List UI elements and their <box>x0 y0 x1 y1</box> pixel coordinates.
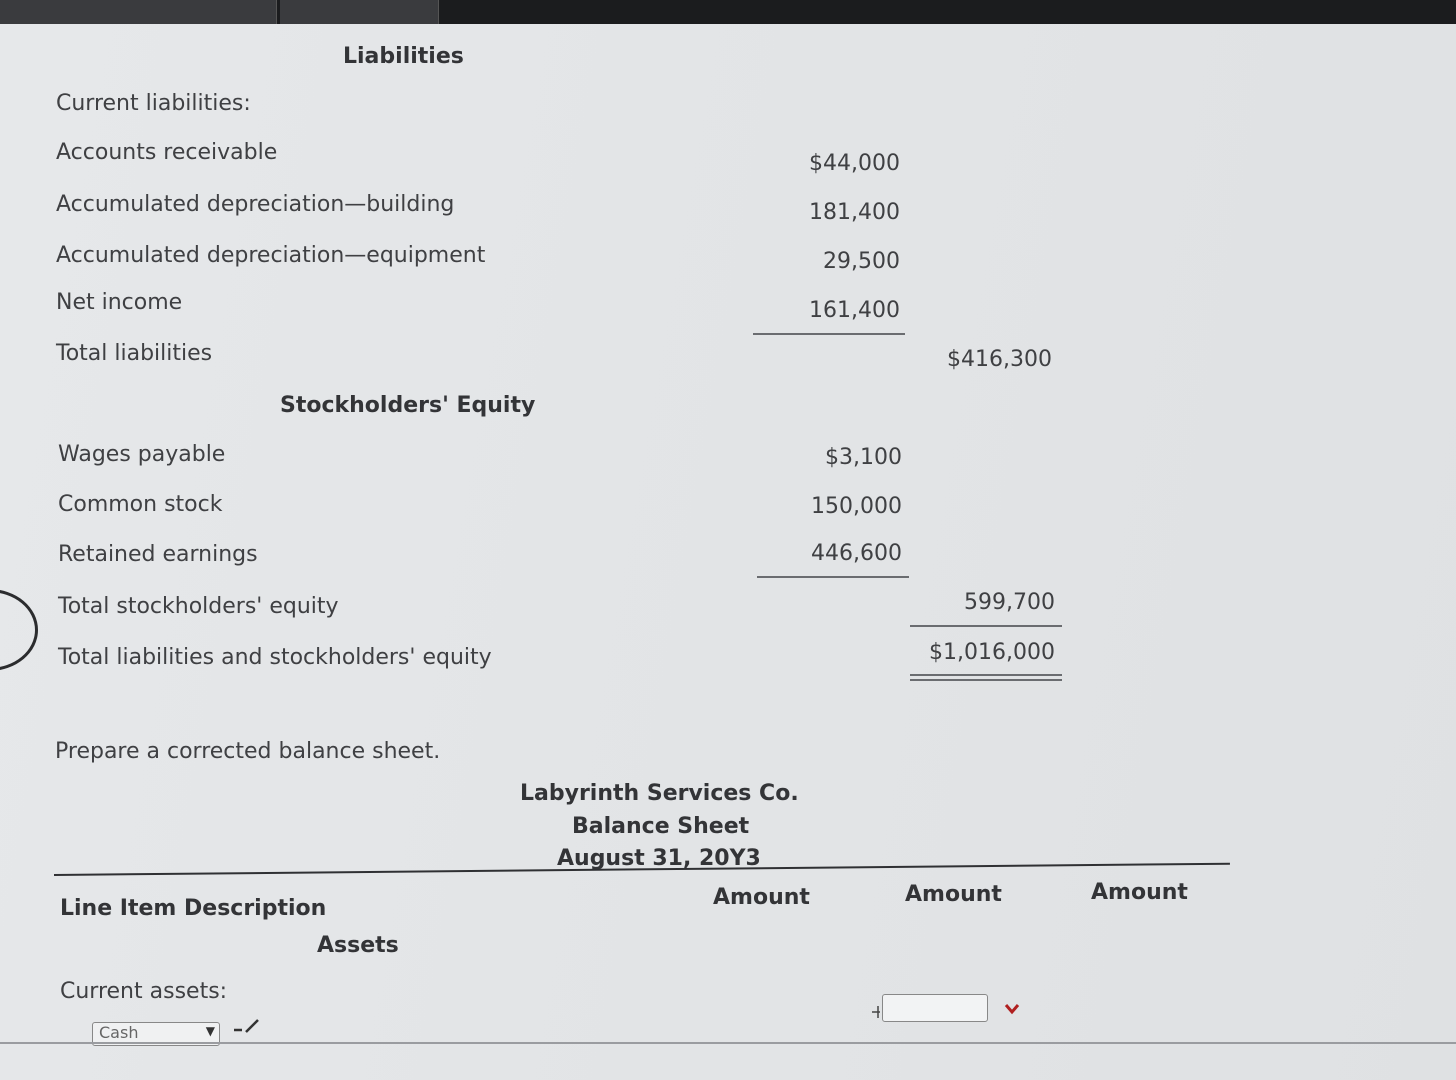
line-item-amount: 29,500 <box>823 249 900 274</box>
grand-total-amount: $1,016,000 <box>929 640 1055 665</box>
chevron-down-icon: ▼ <box>205 1024 215 1038</box>
line-item-amount: 446,600 <box>811 541 902 566</box>
subtotal-rule <box>753 333 905 335</box>
bottom-divider <box>0 1042 1456 1044</box>
column-header-amount: Amount <box>1091 880 1188 905</box>
total-equity-label: Total stockholders' equity <box>58 594 339 619</box>
line-item-amount: 161,400 <box>809 298 900 323</box>
column-header-description: Line Item Description <box>60 896 327 921</box>
statement-title: Balance Sheet <box>572 814 750 839</box>
total-liabilities-label: Total liabilities <box>56 341 213 366</box>
current-assets-label: Current assets: <box>60 979 228 1004</box>
double-underline <box>910 674 1062 681</box>
assets-heading: Assets <box>317 933 399 958</box>
subtotal-rule <box>910 625 1062 627</box>
annotation-circle <box>0 589 38 671</box>
line-item-amount: $44,000 <box>809 151 900 176</box>
line-item-label: Accounts receivable <box>56 140 278 165</box>
line-item-label: Common stock <box>58 492 223 517</box>
subtotal-rule <box>757 576 909 578</box>
line-item-amount: $3,100 <box>825 445 902 470</box>
instruction-text: Prepare a corrected balance sheet. <box>55 739 441 764</box>
line-item-amount: 150,000 <box>811 494 902 519</box>
top-bar <box>0 0 1456 26</box>
line-item-label: Retained earnings <box>58 542 258 567</box>
liabilities-heading: Liabilities <box>343 44 464 69</box>
chevron-down-icon[interactable] <box>1004 1002 1020 1016</box>
checkmark-icon <box>232 1018 262 1036</box>
select-value: Cash <box>99 1023 139 1042</box>
equity-heading: Stockholders' Equity <box>280 393 536 418</box>
total-liabilities-amount: $416,300 <box>947 347 1052 372</box>
line-item-label: Accumulated depreciation—building <box>56 192 455 217</box>
line-item-amount: 181,400 <box>809 200 900 225</box>
cursor-mark-icon <box>870 1002 884 1020</box>
statement-date: August 31, 20Y3 <box>557 846 761 871</box>
column-header-amount: Amount <box>713 885 810 910</box>
top-tab[interactable] <box>280 0 439 26</box>
line-item-label: Net income <box>56 290 183 315</box>
worksheet-area <box>0 24 1456 1080</box>
grand-total-label: Total liabilities and stockholders' equity <box>58 645 492 670</box>
company-name: Labyrinth Services Co. <box>520 781 799 806</box>
amount-input[interactable] <box>882 994 988 1022</box>
column-header-amount: Amount <box>905 882 1002 907</box>
top-tab[interactable] <box>0 0 277 26</box>
line-item-label: Accumulated depreciation—equipment <box>56 243 486 268</box>
total-equity-amount: 599,700 <box>964 590 1055 615</box>
current-liabilities-label: Current liabilities: <box>56 91 251 116</box>
line-item-label: Wages payable <box>58 442 226 467</box>
